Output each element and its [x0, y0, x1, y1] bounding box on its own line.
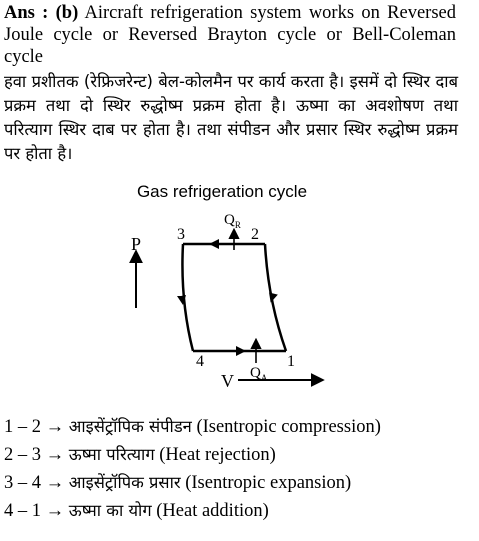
answer-text: Aircraft refrigeration system works on Reversed Joule cycle or Reversed Brayton cycle or Bell-Coleman cycle [4, 3, 456, 67]
heat-added-label: $Q_A$ [250, 365, 268, 383]
process-english: (Heat rejection) [159, 445, 276, 465]
process-item [4, 497, 474, 525]
point-label-4: 4 [196, 353, 204, 370]
process-english: (Heat addition) [156, 501, 269, 521]
arrow-icon: → [45, 501, 65, 521]
arrow-2-3 [209, 239, 219, 249]
process-hindi: ऊष्मा का योग [68, 501, 152, 520]
process-list [4, 413, 474, 525]
arrow-4-1 [236, 346, 246, 356]
p-axis-label: P [131, 234, 142, 254]
process-1-2-curve [265, 244, 286, 351]
point-label-3: 3 [177, 226, 185, 243]
process-hindi: आइसेंट्रॉपिक प्रसार [68, 473, 181, 492]
point-label-1: 1 [287, 353, 295, 370]
heat-rejected-label: $Q_R$ [224, 212, 241, 230]
point-label-2: 2 [251, 226, 259, 243]
arrow-icon: → [45, 417, 65, 437]
arrow-icon: → [45, 473, 65, 493]
diagram-title: Gas refrigeration cycle [136, 182, 308, 201]
process-english: (Isentropic compression) [196, 417, 381, 437]
answer-prefix: Ans : (b) [4, 3, 79, 23]
process-range: 4 – 1 [4, 501, 41, 521]
process-range: 1 – 2 [4, 417, 41, 437]
process-range: 2 – 3 [4, 445, 41, 465]
arrow-icon: → [45, 445, 65, 465]
process-english: (Isentropic expansion) [185, 473, 352, 493]
process-hindi: आइसेंट्रॉपिक संपीडन [68, 417, 192, 436]
process-item [4, 469, 474, 497]
process-item [4, 413, 474, 441]
v-axis-label: V [221, 371, 234, 391]
process-range: 3 – 4 [4, 473, 41, 493]
process-hindi: ऊष्मा परित्याग [68, 445, 155, 464]
hindi-explanation: हवा प्रशीतक (रेफ्रिजरेन्ट) बेल-कोलमैन पर कार्य करता है। इसमें दो स्थिर दाब प्रक्रम तथा दो स्थिर रुद्धोष्म प्रक्रम होता है। ऊष्मा का अवशोषण तथा परित्याग स्थिर दाब पर होता है। तथा संपीडन और प्रसार स्थिर रुद्धोष्म प्रक्रम पर होता है। [4, 72, 458, 163]
process-item [4, 441, 474, 469]
